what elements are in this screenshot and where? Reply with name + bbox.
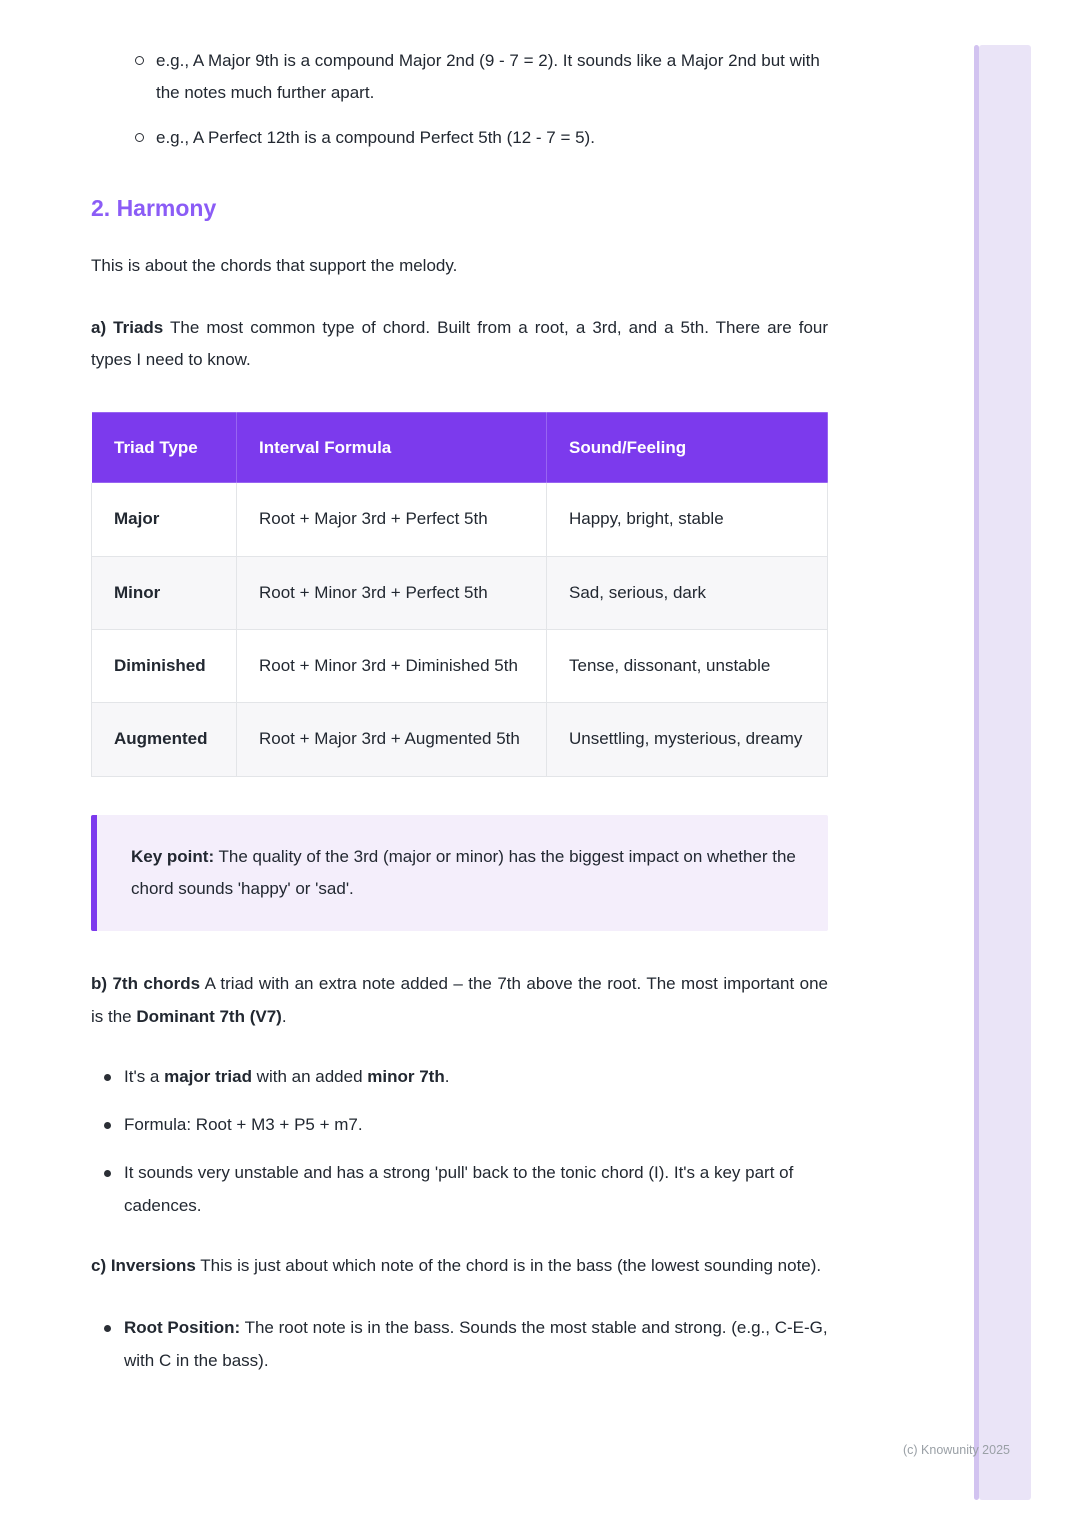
inversions-list [91, 1312, 828, 1377]
triads-table [91, 412, 828, 777]
cell-sound-feeling: Happy, bright, stable [547, 483, 828, 556]
seventh-chords-text-end: . [281, 1006, 287, 1026]
column-header-interval-formula: Interval Formula [237, 412, 547, 483]
key-point-label: Key point: [131, 846, 215, 866]
cell-interval-formula: Root + Minor 3rd + Diminished 5th [237, 630, 547, 703]
list-item-text: with an added [251, 1066, 368, 1086]
disc-bullet-icon [104, 1170, 111, 1177]
disc-bullet-icon [104, 1122, 111, 1129]
inversions-label: c) Inversions [91, 1256, 196, 1276]
key-point-text [131, 841, 798, 906]
seventh-chords-intro-paragraph [91, 968, 828, 1033]
cell-triad-type: Minor [92, 556, 237, 629]
table-header-row [92, 412, 828, 483]
column-header-sound-feeling: Sound/Feeling [547, 412, 828, 483]
seventh-chords-label: b) 7th chords [91, 974, 201, 994]
section-heading-harmony: 2. Harmony [91, 194, 217, 221]
key-point-body: The quality of the 3rd (major or minor) has the biggest impact on whether the chord sounds 'happy' or 'sad'. [131, 846, 796, 898]
triads-label: a) Triads [91, 318, 164, 338]
inversions-intro-paragraph [91, 1250, 828, 1282]
compound-interval-examples-list [91, 45, 828, 154]
list-item-text: It sounds very unstable and has a strong 'pull' back to the tonic chord (I). It's a key part of cadences. [124, 1163, 794, 1215]
disc-bullet-icon [104, 1325, 111, 1332]
list-item [91, 1109, 828, 1141]
list-item-text: . [444, 1066, 450, 1086]
list-item [91, 45, 828, 110]
cell-triad-type: Diminished [92, 630, 237, 703]
list-item [91, 1157, 828, 1222]
list-item [91, 1061, 828, 1093]
list-item [91, 122, 828, 154]
root-position-label: Root Position: [124, 1318, 241, 1338]
cell-sound-feeling: Sad, serious, dark [547, 556, 828, 629]
seventh-chords-list [91, 1061, 828, 1222]
circle-bullet-icon [135, 133, 144, 142]
circle-bullet-icon [135, 56, 144, 65]
table-row [92, 556, 828, 629]
triads-text: The most common type of chord. Built from a root, a 3rd, and a 5th. There are four types I need to know. [91, 318, 829, 370]
cell-sound-feeling: Unsettling, mysterious, dreamy [547, 703, 828, 776]
dominant-seventh-label: Dominant 7th (V7) [136, 1006, 282, 1026]
cell-triad-type: Augmented [92, 703, 237, 776]
disc-bullet-icon [104, 1074, 111, 1081]
major-triad-label: major triad [164, 1066, 252, 1086]
column-header-triad-type: Triad Type [92, 412, 237, 483]
list-item-text: e.g., A Major 9th is a compound Major 2nd (9 - 7 = 2). It sounds like a Major 2nd but with the notes much further apart. [156, 51, 820, 103]
scrollbar-track[interactable] [979, 45, 1031, 1500]
cell-sound-feeling: Tense, dissonant, unstable [547, 630, 828, 703]
table-row [92, 630, 828, 703]
cell-interval-formula: Root + Major 3rd + Perfect 5th [237, 483, 547, 556]
table-row [92, 703, 828, 776]
list-item-text: The root note is in the bass. Sounds the most stable and strong. (e.g., C-E-G, with C in the bass). [124, 1318, 828, 1370]
copyright-footer: (c) Knowunity 2025 [902, 1443, 1010, 1457]
inversions-text: This is just about which note of the chord is in the bass (the lowest sounding note). [195, 1256, 822, 1276]
list-item-text: Formula: Root + M3 + P5 + m7. [124, 1115, 363, 1135]
minor-seventh-label: minor 7th [367, 1066, 445, 1086]
list-item [91, 1312, 828, 1377]
triads-intro-paragraph [91, 312, 828, 377]
page-content [91, 45, 828, 1393]
cell-triad-type: Major [92, 483, 237, 556]
list-item-text: e.g., A Perfect 12th is a compound Perfect 5th (12 - 7 = 5). [156, 127, 595, 147]
table-row [92, 483, 828, 556]
list-item-text: It's a [124, 1066, 165, 1086]
seventh-chords-text: A triad with an extra note added – the 7th above the root. The most important one is the [91, 974, 828, 1026]
cell-interval-formula: Root + Minor 3rd + Perfect 5th [237, 556, 547, 629]
cell-interval-formula: Root + Major 3rd + Augmented 5th [237, 703, 547, 776]
key-point-callout [91, 815, 828, 932]
harmony-intro-paragraph: This is about the chords that support the melody. [91, 255, 458, 275]
